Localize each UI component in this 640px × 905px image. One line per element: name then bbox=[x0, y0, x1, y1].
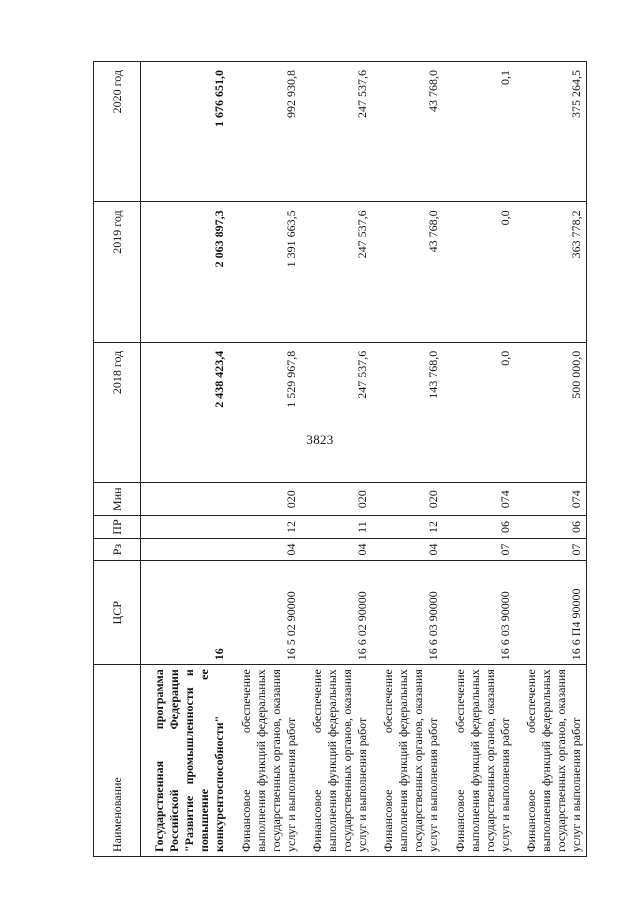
row-2018: 2 438 423,4 bbox=[141, 342, 230, 482]
row-pr: 06 bbox=[443, 516, 514, 539]
row-csr: 16 6 02 90000 bbox=[301, 561, 372, 665]
row-csr: 16 bbox=[141, 561, 230, 665]
row-rz bbox=[141, 538, 230, 561]
row-pr: 12 bbox=[229, 516, 300, 539]
row-csr: 16 6 03 90000 bbox=[443, 561, 514, 665]
header-name: Наименование bbox=[94, 665, 141, 857]
row-min: 074 bbox=[443, 483, 514, 516]
row-csr: 16 5 02 90000 bbox=[229, 561, 300, 665]
row-2020: 992 930,8 bbox=[229, 62, 300, 202]
header-rz: Рз bbox=[94, 538, 141, 561]
row-2019: 1 391 663,5 bbox=[229, 202, 300, 342]
rotated-table-wrapper bbox=[93, 61, 587, 857]
row-csr: 16 6 П4 90000 bbox=[515, 561, 587, 665]
table-row bbox=[141, 62, 230, 857]
row-min: 020 bbox=[301, 483, 372, 516]
row-rz: 07 bbox=[515, 538, 587, 561]
row-2018: 143 768,0 bbox=[372, 342, 443, 482]
row-name: Финансовое обеспечение выполнения функций федеральных государственных органов, оказания услуг и выполнения работ bbox=[229, 665, 300, 857]
row-pr: 06 bbox=[515, 516, 587, 539]
row-csr: 16 6 03 90000 bbox=[372, 561, 443, 665]
table-row bbox=[443, 62, 514, 857]
table-row bbox=[372, 62, 443, 857]
row-2018: 1 529 967,8 bbox=[229, 342, 300, 482]
row-rz: 04 bbox=[229, 538, 300, 561]
row-2019: 247 537,6 bbox=[301, 202, 372, 342]
row-2019: 2 063 897,3 bbox=[141, 202, 230, 342]
table-row bbox=[515, 62, 587, 857]
row-2018: 0,0 bbox=[443, 342, 514, 482]
row-name: Государственная программа Российской Федерации "Развитие промышленности и повышение ее конкурентоспособности" bbox=[141, 665, 230, 857]
row-2018: 500 000,0 bbox=[515, 342, 587, 482]
row-2020: 43 768,0 bbox=[372, 62, 443, 202]
row-name: Финансовое обеспечение выполнения функций федеральных государственных органов, оказания услуг и выполнения работ bbox=[443, 665, 514, 857]
row-rz: 04 bbox=[301, 538, 372, 561]
header-2020: 2020 год bbox=[94, 62, 141, 202]
row-2019: 43 768,0 bbox=[372, 202, 443, 342]
budget-table bbox=[93, 61, 587, 857]
row-name: Финансовое обеспечение выполнения функций федеральных государственных органов, оказания услуг и выполнения работ bbox=[301, 665, 372, 857]
row-pr: 12 bbox=[372, 516, 443, 539]
row-min: 020 bbox=[229, 483, 300, 516]
table-row bbox=[301, 62, 372, 857]
row-2019: 0,0 bbox=[443, 202, 514, 342]
header-csr: ЦСР bbox=[94, 561, 141, 665]
row-2018: 247 537,6 bbox=[301, 342, 372, 482]
row-rz: 04 bbox=[372, 538, 443, 561]
row-pr bbox=[141, 516, 230, 539]
header-pr: ПР bbox=[94, 516, 141, 539]
header-2019: 2019 год bbox=[94, 202, 141, 342]
header-min: Мин bbox=[94, 483, 141, 516]
row-min: 020 bbox=[372, 483, 443, 516]
page-number: 3823 bbox=[306, 432, 334, 447]
row-2019: 363 778,2 bbox=[515, 202, 587, 342]
row-min: 074 bbox=[515, 483, 587, 516]
row-name: Финансовое обеспечение выполнения функций федеральных государственных органов, оказания услуг и выполнения работ bbox=[372, 665, 443, 857]
row-2020: 375 264,5 bbox=[515, 62, 587, 202]
row-2020: 0,1 bbox=[443, 62, 514, 202]
row-rz: 07 bbox=[443, 538, 514, 561]
row-name: Финансовое обеспечение выполнения функций федеральных государственных органов, оказания услуг и выполнения работ bbox=[515, 665, 587, 857]
row-2020: 247 537,6 bbox=[301, 62, 372, 202]
row-min bbox=[141, 483, 230, 516]
row-2020: 1 676 651,0 bbox=[141, 62, 230, 202]
row-pr: 11 bbox=[301, 516, 372, 539]
header-row bbox=[94, 62, 141, 857]
table-row bbox=[229, 62, 300, 857]
header-2018: 2018 год bbox=[94, 342, 141, 482]
